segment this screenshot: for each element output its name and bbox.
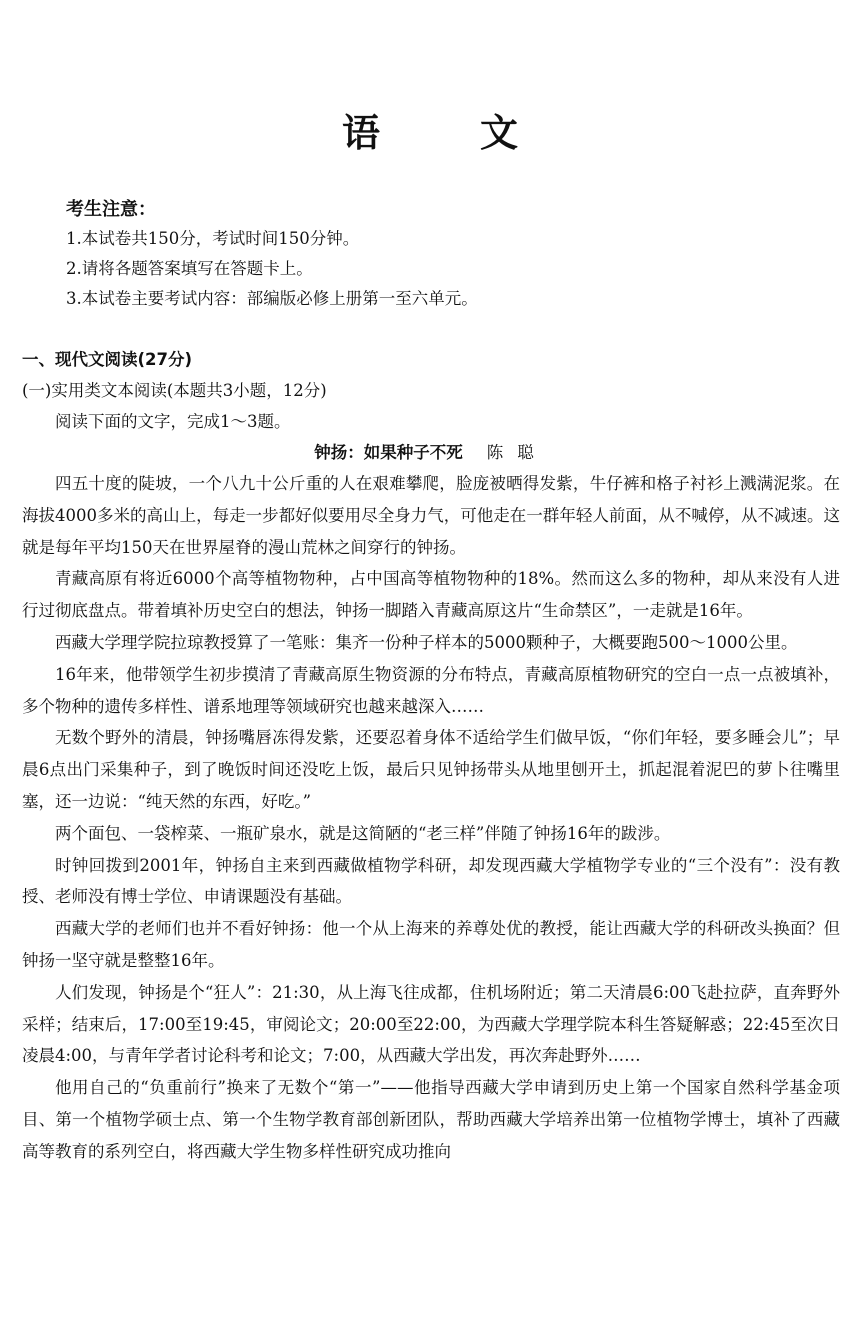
article-header <box>22 437 840 468</box>
article-body <box>22 468 840 1168</box>
candidate-notice <box>66 196 826 314</box>
article-paragraph: 两个面包、一袋榨菜、一瓶矿泉水，就是这简陋的“老三样”伴随了钟扬16年的跋涉。 <box>55 823 671 843</box>
article-paragraph: 四五十度的陡坡，一个八九十公斤重的人在艰难攀爬，脸庞被晒得发紫，牛仔裤和格子衬衫上溅满泥浆。在海拔4000多米的高山上，每走一步都好似要用尽全身力气，可他走在一群年轻人前面，从不喊停，从不减速。这就是每年平均150天在世界屋脊的漫山荒林之间穿行的钟扬。 <box>22 474 840 557</box>
article-title: 钟扬：如果种子不死 <box>314 443 463 462</box>
article-paragraph: 人们发现，钟扬是个“狂人”：21:30，从上海飞往成都，住机场附近；第二天清晨6:00飞赴拉萨，直奔野外采样；结束后，17:00至19:45，审阅论文；20:00至22:00，为西藏大学理学院本科生答疑解惑；22:45至次日凌晨4:00，与青年学者讨论科考和论文；7:00，从西藏大学出发，再次奔赴野外…… <box>22 982 840 1066</box>
reading-instruction: 阅读下面的文字，完成1～3题。 <box>55 412 291 431</box>
exam-title: 语文 <box>341 111 618 155</box>
section-subheading: (一)实用类文本阅读(本题共3小题，12分) <box>22 381 327 400</box>
article-paragraph: 16年来，他带领学生初步摸清了青藏高原生物资源的分布特点，青藏高原植物研究的空白一点一点被填补，多个物种的遗传多样性、谱系地理等领域研究也越来越深入…… <box>22 664 840 716</box>
article-paragraph: 青藏高原有将近6000个高等植物物种，占中国高等植物物种的18%。然而这么多的物种，却从来没有人进行过彻底盘点。带着填补历史空白的想法，钟扬一脚踏入青藏高原这片“生命禁区”，一走就是16年。 <box>22 569 840 621</box>
notice-item-3: 3.本试卷主要考试内容：部编版必修上册第一至六单元。 <box>66 289 478 308</box>
notice-item-2: 2.请将各题答案填写在答题卡上。 <box>66 259 313 278</box>
article-paragraph: 西藏大学理学院拉琼教授算了一笔账：集齐一份种子样本的5000颗种子，大概要跑500～1000公里。 <box>55 632 798 652</box>
article-paragraph: 西藏大学的老师们也并不看好钟扬：他一个从上海来的养尊处优的教授，能让西藏大学的科研改头换面？但钟扬一坚守就是整整16年。 <box>22 919 840 970</box>
notice-heading: 考生注意： <box>66 199 156 220</box>
notice-item-1: 1.本试卷共150分，考试时间150分钟。 <box>66 229 360 248</box>
reading-section <box>22 344 840 1168</box>
article-paragraph: 时钟回拨到2001年，钟扬自主来到西藏做植物学科研，却发现西藏大学植物学专业的“三个没有”：没有教授、老师没有博士学位、申请课题没有基础。 <box>22 855 840 907</box>
article-paragraph: 他用自己的“负重前行”换来了无数个“第一”——他指导西藏大学申请到历史上第一个国家自然科学基金项目、第一个植物学硕士点、第一个生物学教育部创新团队，帮助西藏大学培养出第一位植物学博士，填补了西藏高等教育的系列空白，将西藏大学生物多样性研究成功推向 <box>22 1078 840 1161</box>
article-paragraph: 无数个野外的清晨，钟扬嘴唇冻得发紫，还要忍着身体不适给学生们做早饭，“你们年轻，要多睡会儿”；早晨6点出门采集种子，到了晚饭时间还没吃上饭，最后只见钟扬带头从地里刨开土，抓起混着泥巴的萝卜往嘴里塞，还一边说：“纯天然的东西，好吃。” <box>22 728 840 811</box>
article-author: 陈聪 <box>486 443 548 462</box>
section-heading: 一、现代文阅读(27分) <box>22 350 193 369</box>
